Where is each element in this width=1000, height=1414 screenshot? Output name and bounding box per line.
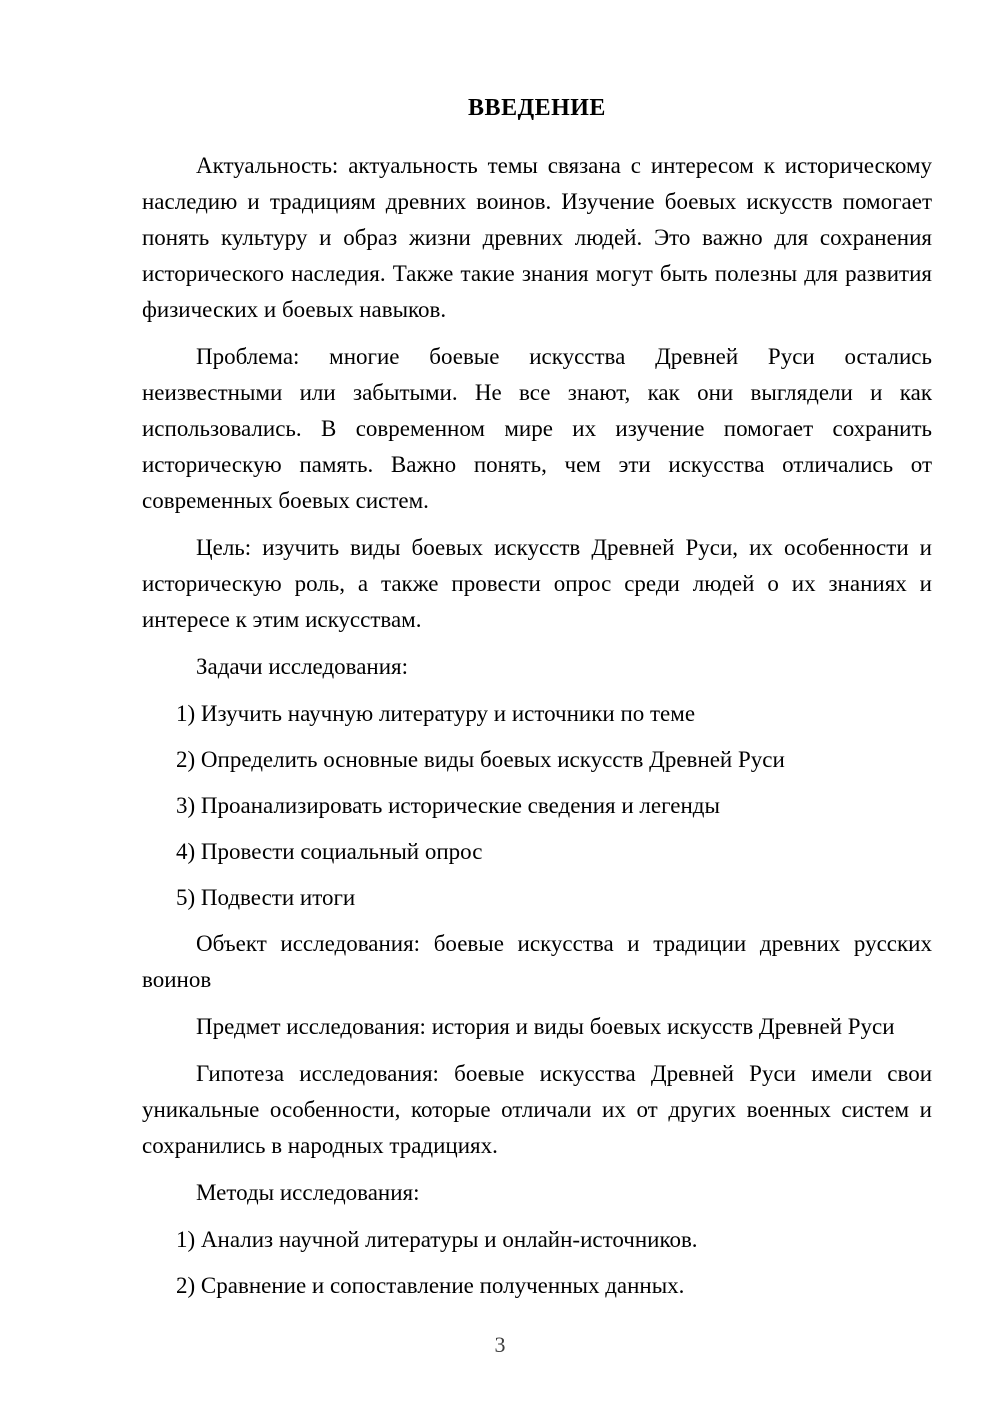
method-item-2: 2) Сравнение и сопоставление полученных данных. xyxy=(176,1273,685,1298)
methods-heading: Методы исследования: xyxy=(196,1180,420,1205)
tasks-heading: Задачи исследования: xyxy=(196,654,409,679)
paragraph-hypothesis: Гипотеза исследования: боевые искусства Древней Руси имели свои уникальные особенности, которые отличали их от других военных систем и сохранились в народных традициях. xyxy=(142,1061,932,1158)
paragraph-problem: Проблема: многие боевые искусства Древней Руси остались неизвестными или забытыми. Не все знают, как они выглядели и как использовались. В современном мире их изучение помогает сохранить историческую память. Важно понять, чем эти искусства отличались от современных боевых систем. xyxy=(142,344,932,513)
paragraph-actuality: Актуальность: актуальность темы связана с интересом к историческому наследию и традициям древних воинов. Изучение боевых искусств помогает понять культуру и образ жизни древних людей. Это важно для сохранения исторического наследия. Также такие знания могут быть полезны для развития физических и боевых навыков. xyxy=(142,153,932,322)
paragraph-object: Объект исследования: боевые искусства и традиции древних русских воинов xyxy=(142,931,932,992)
paragraph-subject: Предмет исследования: история и виды боевых искусств Древней Руси xyxy=(196,1014,895,1039)
paragraph-goal: Цель: изучить виды боевых искусств Древней Руси, их особенности и историческую роль, а также провести опрос среди людей о их знаниях и интересе к этим искусствам. xyxy=(142,535,932,632)
method-item-1: 1) Анализ научной литературы и онлайн-источников. xyxy=(176,1227,698,1252)
task-item-2: 2) Определить основные виды боевых искусств Древней Руси xyxy=(176,747,785,772)
task-item-4: 4) Провести социальный опрос xyxy=(176,839,483,864)
task-item-1: 1) Изучить научную литературу и источники по теме xyxy=(176,701,696,726)
task-item-5: 5) Подвести итоги xyxy=(176,885,356,910)
page-title: ВВЕДЕНИЕ xyxy=(468,95,606,121)
task-item-3: 3) Проанализировать исторические сведения и легенды xyxy=(176,793,720,818)
page-number: 3 xyxy=(494,1332,506,1357)
document-content xyxy=(142,90,932,1314)
